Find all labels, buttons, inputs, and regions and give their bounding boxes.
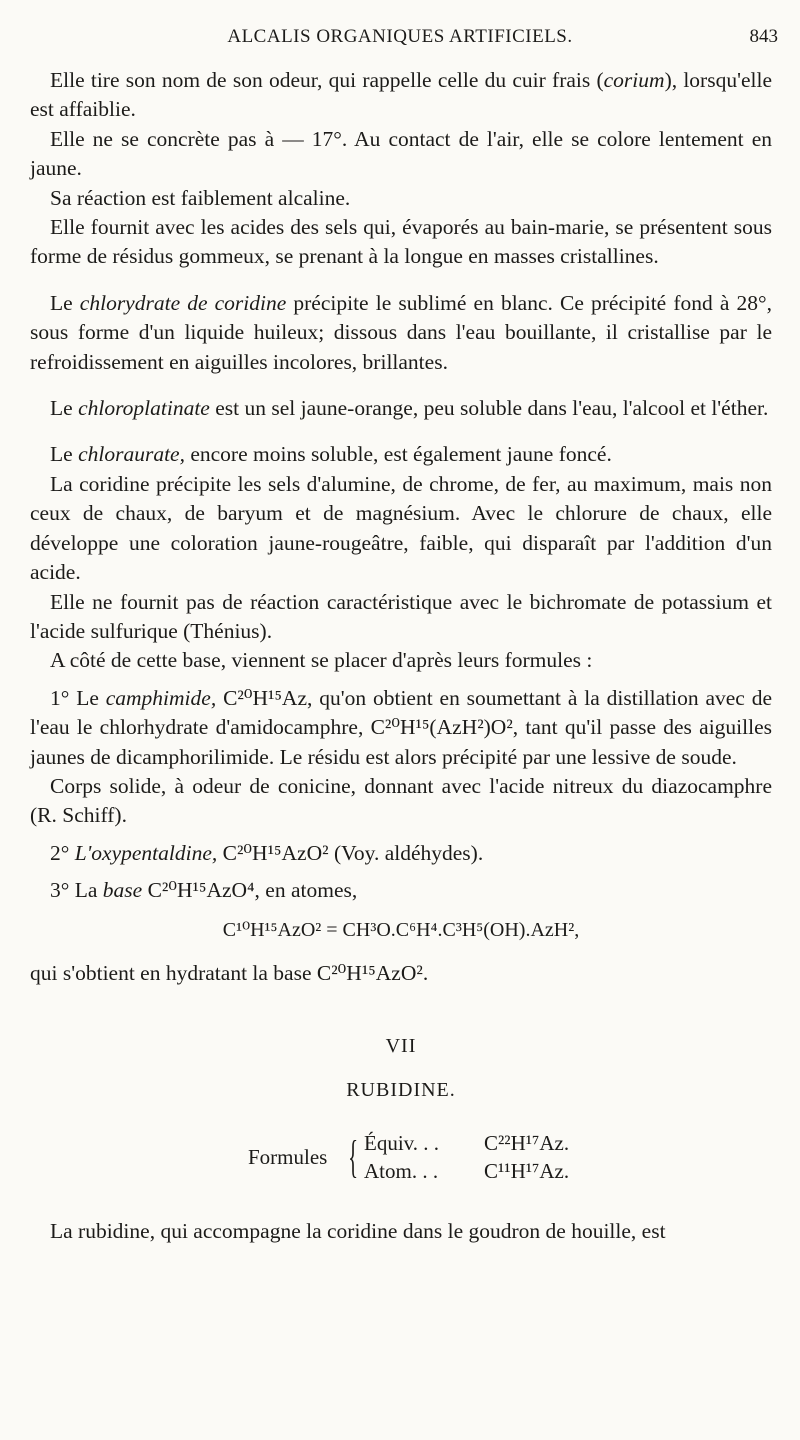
running-title: ALCALIS ORGANIQUES ARTIFICIELS. — [227, 26, 573, 47]
paragraph: Le chloraurate, encore moins soluble, est également jaune foncé. — [50, 442, 612, 467]
italic-term: corium — [603, 68, 665, 92]
paragraph: A côté de cette base, viennent se placer d'après leurs formules : — [50, 648, 593, 673]
italic-term: L'oxypentaldine, — [74, 840, 218, 865]
formula-label: Formules — [248, 1145, 328, 1170]
italic-term: base — [102, 878, 143, 903]
paragraph: 2° L'oxypentaldine, C²⁰H¹⁵AzO² (Voy. aldéhydes). — [50, 840, 484, 865]
paragraph: Le chlorydrate de coridine précipite le sublimé en blanc. Ce précipité fond à 28°, sous forme d'un liquide huileux; dissous dans l'eau bouillante, il cristallise par le refroidissement en aiguilles incolores, brillantes. — [30, 290, 772, 374]
paragraph: Sa réaction est faiblement alcaline. — [50, 185, 351, 210]
paragraph: 3° La base C²⁰H¹⁵AzO⁴, en atomes, — [50, 878, 358, 903]
paragraph: Le chloroplatinate est un sel jaune-orange, peu soluble dans l'eau, l'alcool et l'éther. — [50, 396, 769, 421]
page-body — [30, 66, 772, 1247]
italic-term: chlorydrate de coridine — [79, 290, 287, 315]
paragraph: Elle fournit avec les acides des sels qui, évaporés au bain-marie, se présentent sous forme de résidus gommeux, se prenant à la longue en masses cristallines. — [30, 215, 772, 269]
italic-term: camphimide, — [105, 685, 217, 710]
formula-row-value: C¹¹H¹⁷Az. — [484, 1159, 570, 1184]
brace-icon: { — [348, 1131, 359, 1183]
paragraph: 1° Le camphimide, C²⁰H¹⁵Az, qu'on obtient en soumettant à la distillation avec de l'eau le chlorhydrate d'amidocamphre, C²⁰H¹⁵(AzH²)O², tant qu'il passe des aiguilles jaunes de dicamphorilimide. Le résidu est alors précipité par une lessive de soude. — [30, 685, 772, 769]
paragraph: Elle ne fournit pas de réaction caractéristique avec le bichromate de potassium et l'acide sulfurique (Thénius). — [30, 589, 772, 643]
chemical-formula: C²⁰H¹⁵Az — [223, 685, 308, 710]
paragraph: qui s'obtient en hydratant la base C²⁰H¹⁵AzO². — [30, 960, 429, 985]
formula-row-equiv — [364, 1129, 570, 1158]
formula-block — [30, 1127, 772, 1191]
formula-row-value: C²²H¹⁷Az. — [484, 1131, 570, 1156]
italic-term: chloroplatinate — [78, 396, 210, 421]
chemical-formula: C²⁰H¹⁵(AzH²)O² — [370, 715, 513, 740]
chemical-formula: C²⁰H¹⁵AzO² — [316, 960, 423, 985]
centered-formula: C¹⁰H¹⁵AzO² = CH³O.C⁶H⁴.C³H⁵(OH).AzH², — [222, 918, 580, 941]
formula-row-label: Équiv. . . — [364, 1131, 440, 1156]
formula-row-atom — [364, 1157, 570, 1186]
section-number: VII — [385, 1035, 417, 1058]
page-header — [0, 26, 800, 56]
paragraph: Elle tire son nom de son odeur, qui rappelle celle du cuir frais (corium), lorsqu'elle est affaiblie. — [30, 68, 772, 122]
paragraph: Corps solide, à odeur de conicine, donnant avec l'acide nitreux du diazocamphre (R. Schiff). — [30, 773, 772, 828]
paragraph: Elle ne se concrète pas à — 17°. Au contact de l'air, elle se colore lentement en jaune. — [30, 126, 772, 181]
formula-row-label: Atom. . . — [364, 1159, 439, 1184]
chemical-formula: C²⁰H¹⁵AzO² — [222, 840, 329, 865]
page-number: 843 — [749, 26, 778, 47]
italic-term: chloraurate, — [78, 442, 185, 467]
paragraph: La coridine précipite les sels d'alumine, de chrome, de fer, au maximum, mais non ceux de chaux, de baryum et de magnésium. Avec le chlorure de chaux, elle développe une coloration jaune-rougeâtre, faible, qui disparaît par l'addition d'un acide. — [30, 471, 772, 585]
paragraph: La rubidine, qui accompagne la coridine dans le goudron de houille, est — [50, 1219, 666, 1244]
chemical-formula: C²⁰H¹⁵AzO⁴ — [147, 878, 255, 903]
section-title: RUBIDINE. — [346, 1078, 456, 1101]
